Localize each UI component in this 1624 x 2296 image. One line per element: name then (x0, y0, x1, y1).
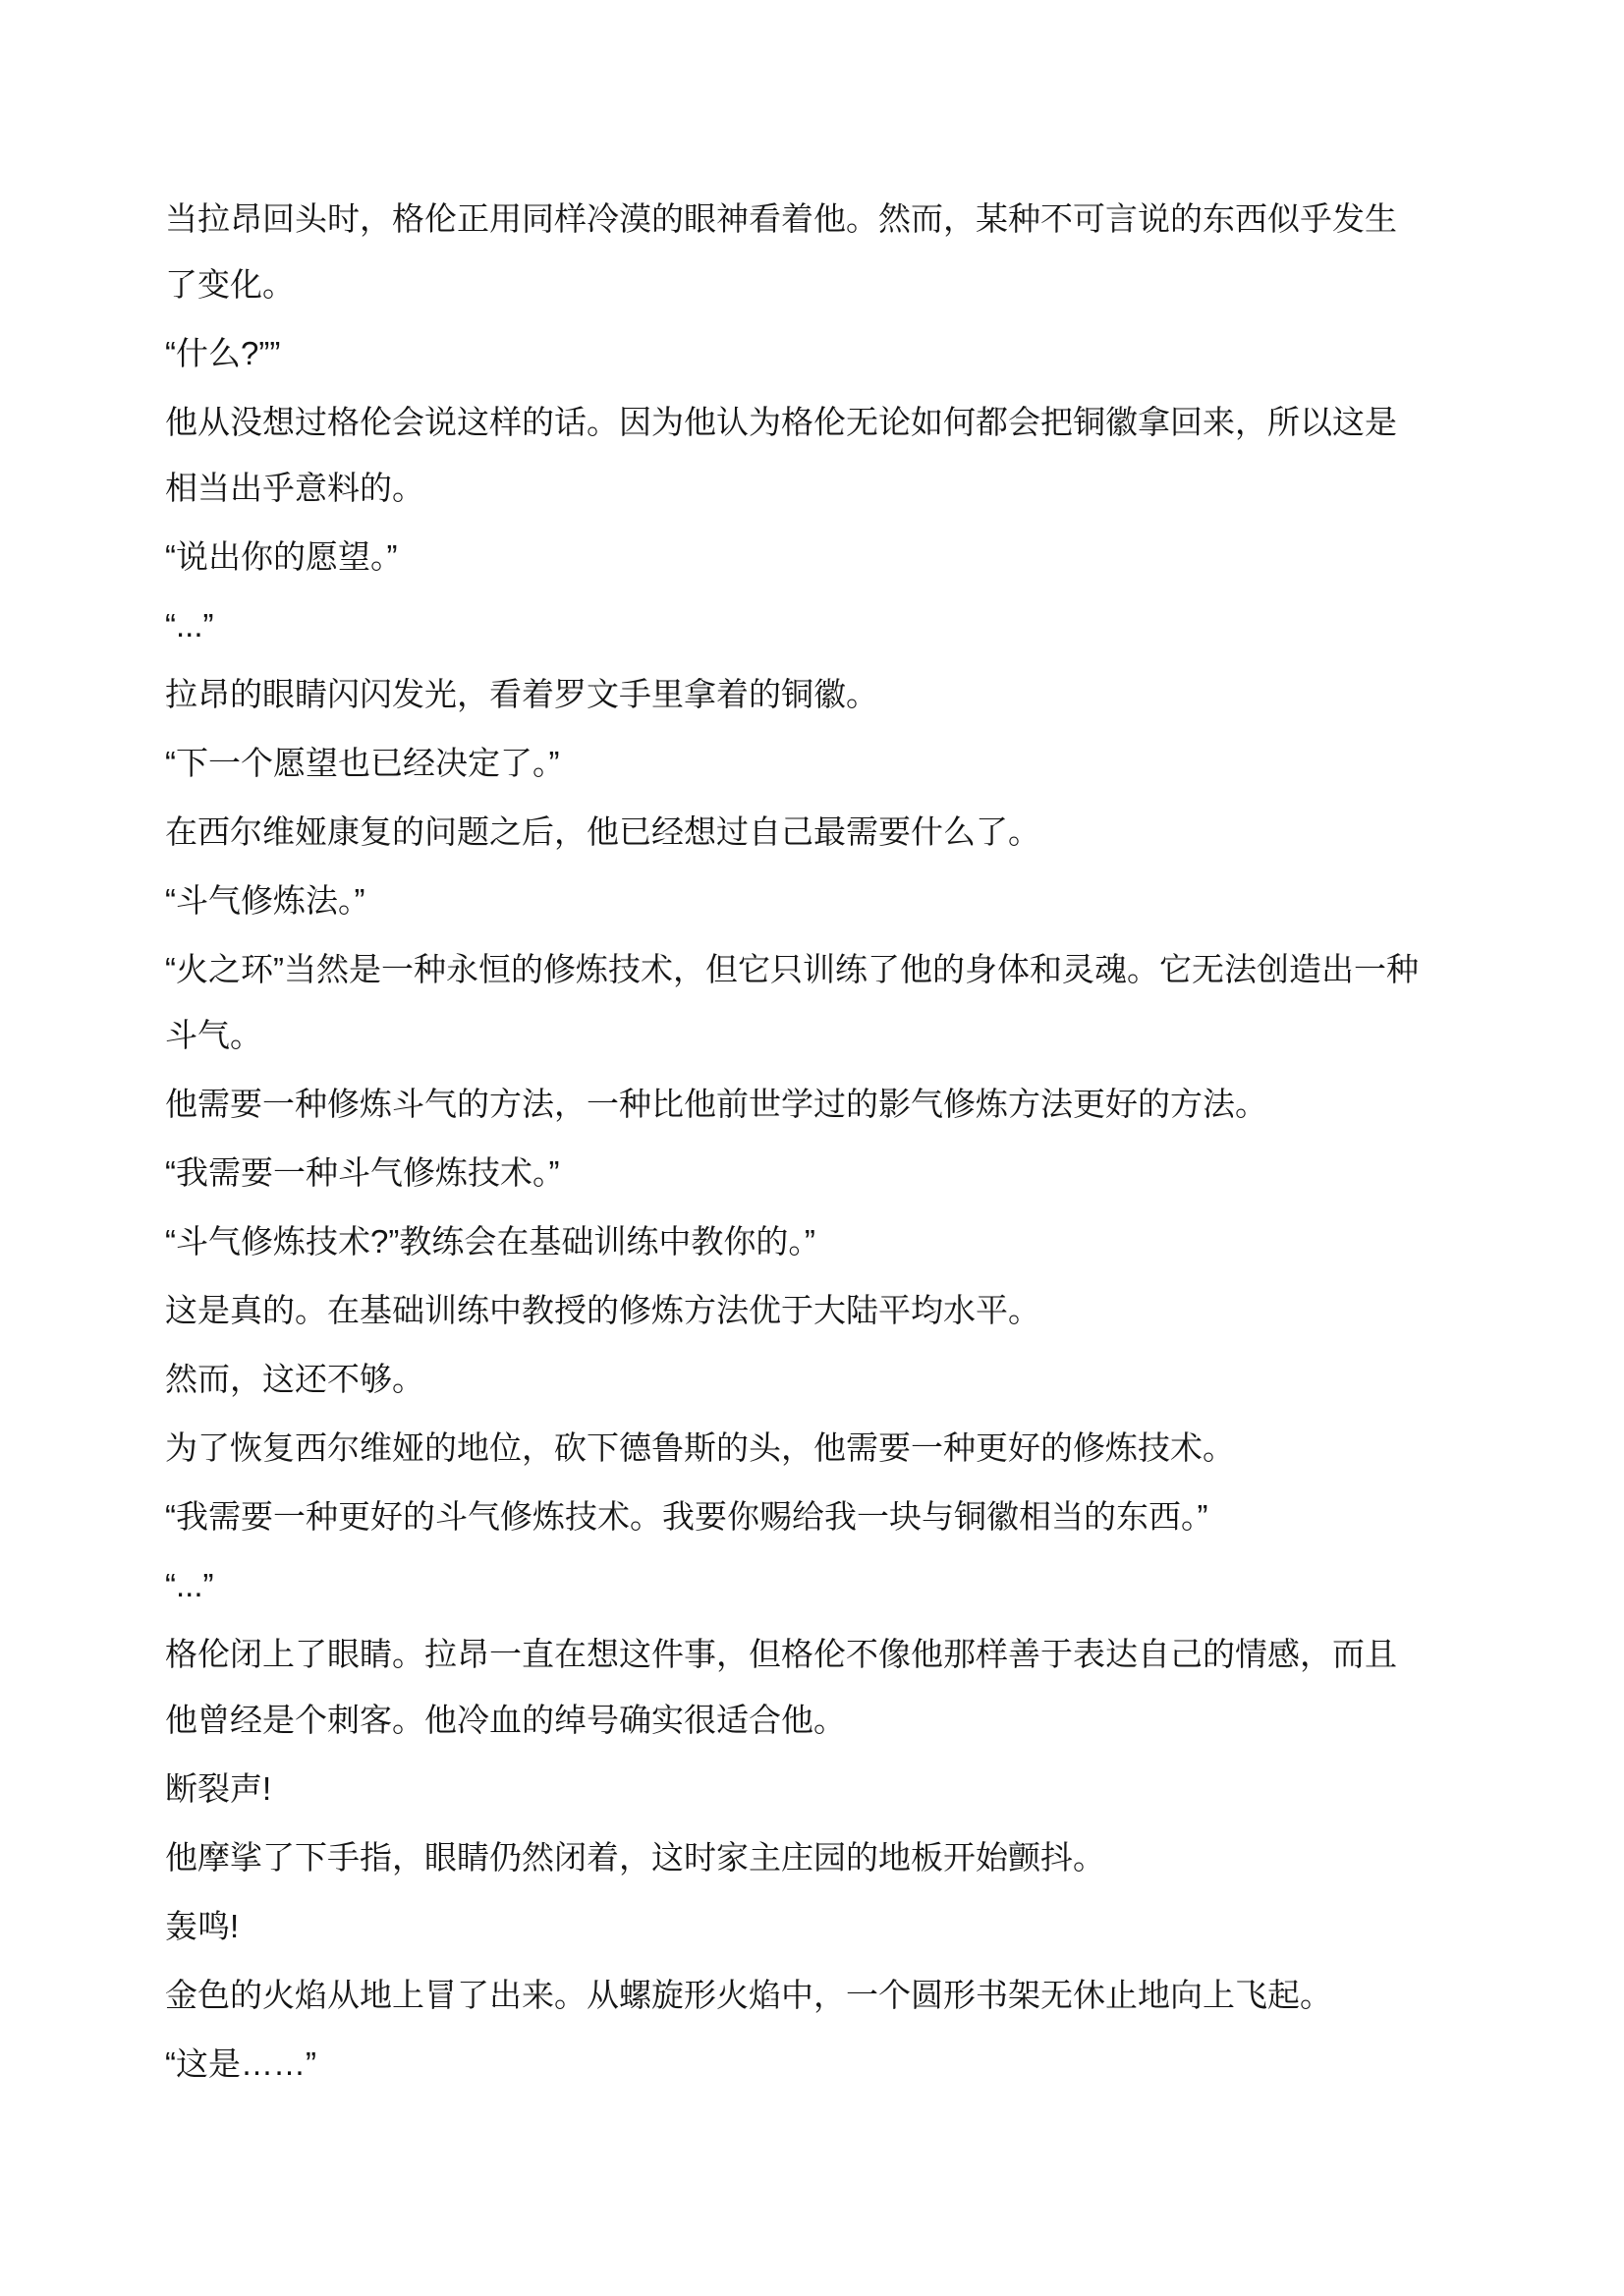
paragraph: 然而，这还不够。 (165, 1361, 424, 1397)
paragraph: “我需要一种更好的斗气修炼技术。我要你赐给我一块与铜徽相当的东西。” (165, 1498, 1208, 1535)
paragraph: 为了恢复西尔维娅的地位，砍下德鲁斯的头，他需要一种更好的修炼技术。 (165, 1429, 1235, 1466)
paragraph: 他摩挲了下手指，眼睛仍然闭着，这时家主庄园的地板开始颤抖。 (165, 1839, 1105, 1876)
paragraph: “这是……” (165, 2045, 316, 2082)
paragraph: “下一个愿望也已经决定了。” (165, 745, 560, 781)
paragraph: 格伦闭上了眼睛。拉昂一直在想这件事，但格伦不像他那样善于表达自己的情感，而且他曾经是个刺客。他冷血的绰号确实很适合他。 (165, 1636, 1397, 1738)
paragraph: 轰鸣! (165, 1908, 240, 1944)
paragraph: 拉昂的眼睛闪闪发光，看着罗文手里拿着的铜徽。 (165, 676, 878, 712)
paragraph: 这是真的。在基础训练中教授的修炼方法优于大陆平均水平。 (165, 1292, 1040, 1328)
paragraph: “斗气修炼技术?”教练会在基础训练中教你的。” (165, 1223, 815, 1260)
paragraph: 断裂声! (165, 1770, 272, 1807)
paragraph: 在西尔维娅康复的问题之后，他已经想过自己最需要什么了。 (165, 813, 1040, 850)
paragraph: “说出你的愿望。” (165, 538, 398, 575)
paragraph: “...” (165, 607, 214, 644)
paragraph: “火之环”当然是一种永恒的修炼技术，但它只训练了他的身体和灵魂。它无法创造出一种斗气。 (165, 951, 1419, 1053)
paragraph: 他从没想过格伦会说这样的话。因为他认为格伦无论如何都会把铜徽拿回来，所以这是相当出乎意料的。 (165, 404, 1397, 506)
paragraph: 金色的火焰从地上冒了出来。从螺旋形火焰中，一个圆形书架无休止地向上飞起。 (165, 1977, 1332, 2013)
paragraph: “斗气修炼法。” (165, 882, 365, 919)
paragraph: 他需要一种修炼斗气的方法，一种比他前世学过的影气修炼方法更好的方法。 (165, 1086, 1267, 1122)
paragraph: 当拉昂回头时，格伦正用同样冷漠的眼神看着他。然而，某种不可言说的东西似乎发生了变化。 (165, 200, 1397, 303)
paragraph: “...” (165, 1567, 214, 1603)
paragraph: “我需要一种斗气修炼技术。” (165, 1154, 560, 1191)
paragraph: “什么?”” (165, 335, 281, 371)
